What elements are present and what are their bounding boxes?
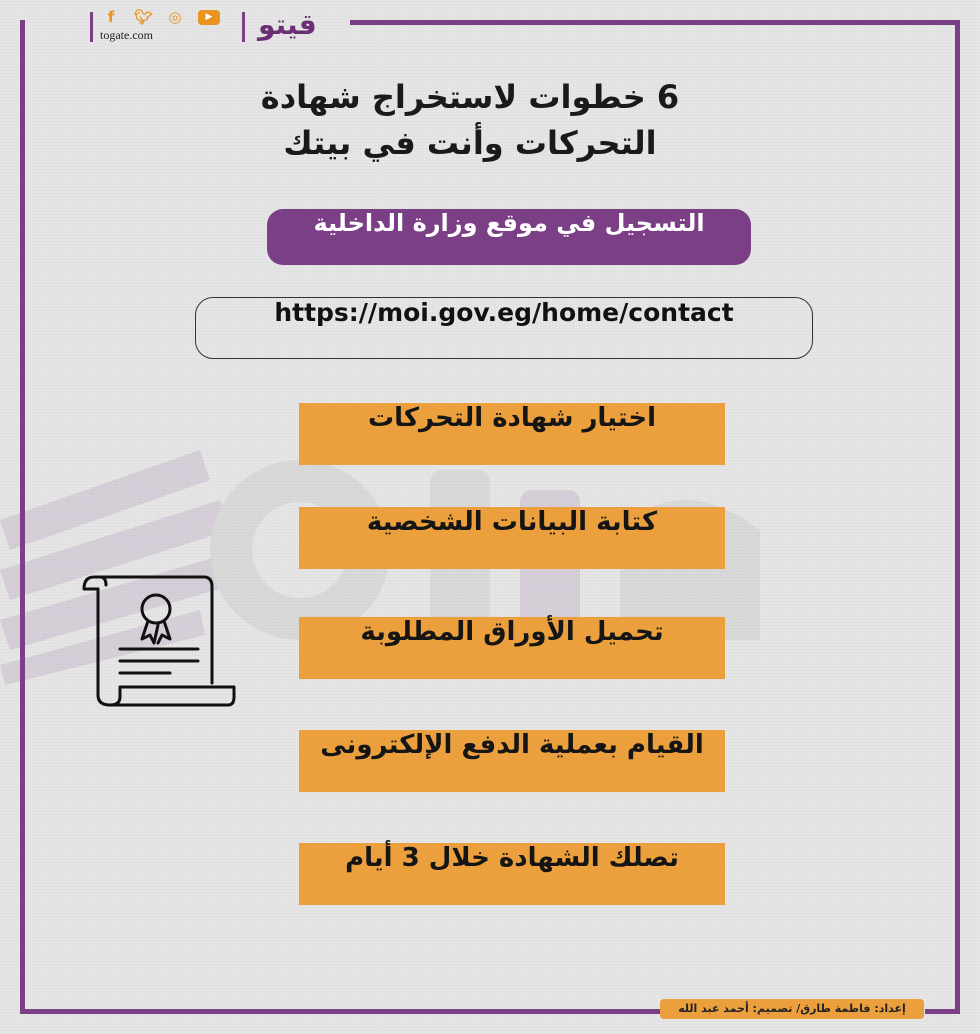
certificate-icon xyxy=(80,565,236,711)
brand-header xyxy=(96,6,346,46)
frame-border-top xyxy=(350,20,960,25)
twitter-icon[interactable]: 🐦︎ xyxy=(134,8,154,26)
website-url-box[interactable]: https://moi.gov.eg/home/contact xyxy=(195,297,813,359)
frame-border-bottom xyxy=(20,1009,660,1014)
step-3: تحميل الأوراق المطلوبة xyxy=(299,617,725,679)
step-4: القيام بعملية الدفع الإلكترونى xyxy=(299,730,725,792)
credits-bar: إعداد: فاطمة طارق/ تصميم: أحمد عبد الله xyxy=(660,999,924,1019)
step-1: اختيار شهادة التحركات xyxy=(299,403,725,465)
frame-border-bottom-right xyxy=(925,1009,960,1014)
header-divider-left xyxy=(90,12,93,42)
social-icons xyxy=(102,8,220,26)
brand-logo: قيتو xyxy=(258,8,317,41)
title-line-2: التحركات وأنت في بيتك xyxy=(283,124,657,162)
youtube-icon[interactable]: ▶ xyxy=(198,10,220,25)
title-line-1: 6 خطوات لاستخراج شهادة xyxy=(260,78,680,116)
registration-label: التسجيل في موقع وزارة الداخلية xyxy=(267,209,751,265)
step-5: تصلك الشهادة خلال 3 أيام xyxy=(299,843,725,905)
header-divider-right xyxy=(242,12,245,42)
frame-border-right xyxy=(955,20,960,1014)
instagram-icon[interactable]: ◎ xyxy=(168,8,182,26)
facebook-icon[interactable]: f xyxy=(107,8,115,26)
site-url: togate.com xyxy=(100,28,153,42)
step-2: كتابة البيانات الشخصية xyxy=(299,507,725,569)
page-title xyxy=(200,74,740,166)
